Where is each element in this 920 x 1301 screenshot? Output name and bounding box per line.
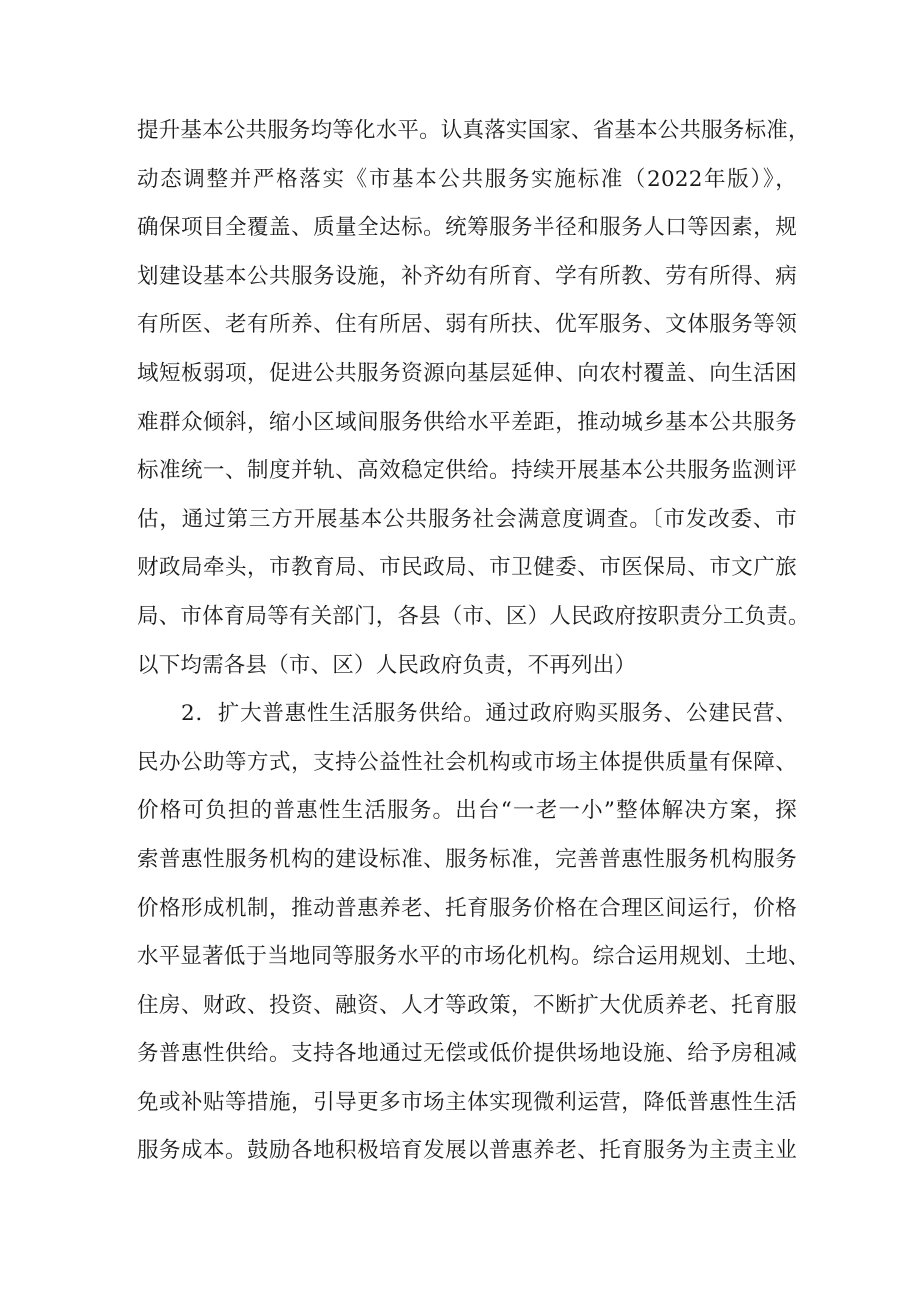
text-line: 以下均需各县（市、区）人民政府负责，不再列出） — [137, 652, 637, 678]
text-line: 确保项目全覆盖、质量全达标。统筹服务半径和服务人口等因素，规 — [137, 215, 797, 241]
text-line: 有所医、老有所养、住有所居、弱有所扶、优军服务、文体服务等领 — [137, 312, 797, 338]
text-line: 民办公助等方式，支持公益性社会机构或市场主体提供质量有保障、 — [137, 749, 797, 775]
text-line: 水平显著低于当地同等服务水平的市场化机构。综合运用规划、土地、 — [137, 944, 810, 970]
text-line: 标准统一、制度并轨、高效稳定供给。持续开展基本公共服务监测评 — [137, 458, 797, 484]
body-text — [137, 107, 810, 1176]
text-line: 划建设基本公共服务设施，补齐幼有所育、学有所教、劳有所得、病 — [137, 263, 797, 289]
text-line: 财政局牵头，市教育局、市民政局、市卫健委、市医保局、市文广旅 — [137, 555, 797, 581]
text-line: 免或补贴等措施，引导更多市场主体实现微利运营，降低普惠性生活 — [137, 1089, 797, 1115]
text-line: 索普惠性服务机构的建设标准、服务标准，完善普惠性服务机构服务 — [137, 846, 797, 872]
text-line: 住房、财政、投资、融资、人才等政策，不断扩大优质养老、托育服 — [137, 992, 797, 1018]
text-line: 价格形成机制，推动普惠养老、托育服务价格在合理区间运行，价格 — [137, 895, 797, 921]
text-line: 估，通过第三方开展基本公共服务社会满意度调查。〔市发改委、市 — [137, 506, 797, 532]
text-line: 价格可负担的普惠性生活服务。出台“一老一小”整体解决方案，探 — [137, 798, 797, 824]
text-line: 提升基本公共服务均等化水平。认真落实国家、省基本公共服务标准， — [137, 118, 810, 143]
text-line: 域短板弱项，促进公共服务资源向基层延伸、向农村覆盖、向生活困 — [137, 360, 797, 386]
text-line: 局、市体育局等有关部门，各县（市、区）人民政府按职责分工负责。 — [137, 603, 810, 629]
text-line: 服务成本。鼓励各地积极培育发展以普惠养老、托育服务为主责主业 — [137, 1138, 797, 1164]
section-heading-line: 2．扩大普惠性生活服务供给。通过政府购买服务、公建民营、 — [181, 701, 797, 727]
text-line: 务普惠性供给。支持各地通过无偿或低价提供场地设施、给予房租减 — [137, 1041, 797, 1067]
text-line: 难群众倾斜，缩小区域间服务供给水平差距，推动城乡基本公共服务 — [137, 409, 797, 435]
text-line: 动态调整并严格落实《市基本公共服务实施标准（2022年版）》， — [137, 166, 797, 192]
